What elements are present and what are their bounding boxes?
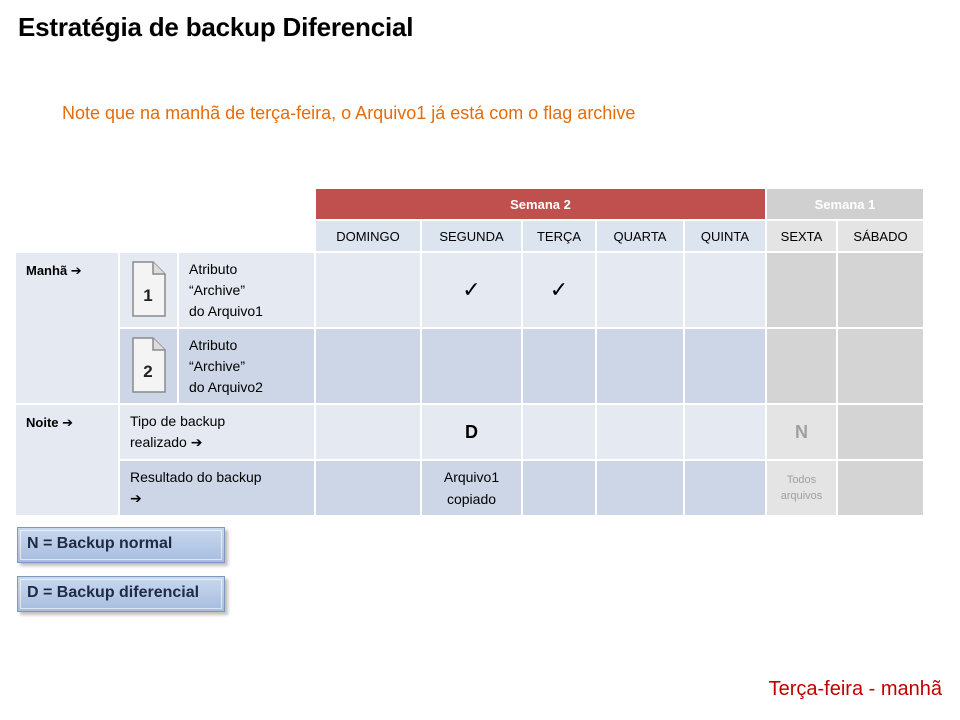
arrow-right-icon: ➔ <box>190 434 203 450</box>
result-sexta <box>767 461 836 515</box>
backup-result-line1: Resultado do backup <box>130 469 262 485</box>
backup-type-line1: Tipo de backup <box>130 413 226 429</box>
backup-schedule-table <box>14 187 925 517</box>
file1-quinta <box>685 253 765 327</box>
type-domingo <box>316 405 420 459</box>
file1-attr-line2: “Archive” <box>189 281 246 298</box>
day-domingo: DOMINGO <box>316 221 420 251</box>
file2-domingo <box>316 329 420 403</box>
file2-sabado <box>838 329 923 403</box>
result-segunda-line1: Arquivo1 <box>443 469 500 485</box>
day-sabado: SÁBADO <box>838 221 923 251</box>
file1-number: 1 <box>142 285 153 305</box>
type-sexta: N <box>767 405 836 459</box>
file1-sabado <box>838 253 923 327</box>
result-terca <box>523 461 595 515</box>
file2-number: 2 <box>142 361 153 381</box>
file1-attr-line1: Atributo <box>189 260 238 277</box>
file1-domingo <box>316 253 420 327</box>
type-quinta <box>685 405 765 459</box>
note-text: Note que na manhã de terça-feira, o Arquivo1 já está com o flag archive <box>62 103 636 123</box>
legend-normal: N = Backup normal <box>17 527 225 563</box>
file2-quinta <box>685 329 765 403</box>
file1-attr-line3: do Arquivo1 <box>189 302 263 319</box>
slide-title: Estratégia de backup Diferencial <box>18 12 414 42</box>
file1-quarta <box>597 253 683 327</box>
day-terca: TERÇA <box>523 221 595 251</box>
night-label-cell <box>16 405 118 515</box>
legend-diff: D = Backup diferencial <box>17 576 225 612</box>
result-sexta-line1: Todos <box>786 474 817 486</box>
result-sexta-line2: arquivos <box>780 490 823 502</box>
blank-corner <box>16 189 314 219</box>
document-icon <box>129 333 169 397</box>
type-sabado <box>838 405 923 459</box>
file2-icon-cell <box>120 329 177 403</box>
day-quinta: QUINTA <box>685 221 765 251</box>
file2-attr-line1: Atributo <box>189 336 238 353</box>
backup-result-label <box>120 461 314 515</box>
file2-attr-line2: “Archive” <box>189 357 246 374</box>
week2-header: Semana 2 <box>316 189 765 219</box>
blank-corner-2 <box>16 221 314 251</box>
result-segunda-line2: copiado <box>446 491 497 507</box>
file1-terca-check: ✓ <box>523 253 595 327</box>
file2-attr-label <box>179 329 314 403</box>
day-segunda: SEGUNDA <box>422 221 521 251</box>
result-quarta <box>597 461 683 515</box>
type-segunda: D <box>422 405 521 459</box>
file1-icon-cell <box>120 253 177 327</box>
footer-label: Terça-feira - manhã <box>768 678 942 700</box>
file2-terca <box>523 329 595 403</box>
file1-attr-label <box>179 253 314 327</box>
file2-quarta <box>597 329 683 403</box>
backup-type-line2: realizado <box>130 434 187 450</box>
file2-segunda <box>422 329 521 403</box>
morning-label-cell <box>16 253 118 403</box>
morning-label: Manhã <box>26 263 68 278</box>
file2-attr-line3: do Arquivo2 <box>189 378 263 395</box>
arrow-right-icon: ➔ <box>70 263 82 278</box>
day-quarta: QUARTA <box>597 221 683 251</box>
file1-segunda-check: ✓ <box>422 253 521 327</box>
night-label: Noite <box>26 415 59 430</box>
type-quarta <box>597 405 683 459</box>
result-segunda <box>422 461 521 515</box>
week1-header: Semana 1 <box>767 189 923 219</box>
file2-sexta <box>767 329 836 403</box>
type-terca <box>523 405 595 459</box>
backup-type-label <box>120 405 314 459</box>
result-domingo <box>316 461 420 515</box>
result-quinta <box>685 461 765 515</box>
document-icon <box>129 257 169 321</box>
arrow-right-icon: ➔ <box>62 415 74 430</box>
day-sexta: SEXTA <box>767 221 836 251</box>
file1-sexta <box>767 253 836 327</box>
arrow-right-icon: ➔ <box>130 490 142 506</box>
result-sabado <box>838 461 923 515</box>
